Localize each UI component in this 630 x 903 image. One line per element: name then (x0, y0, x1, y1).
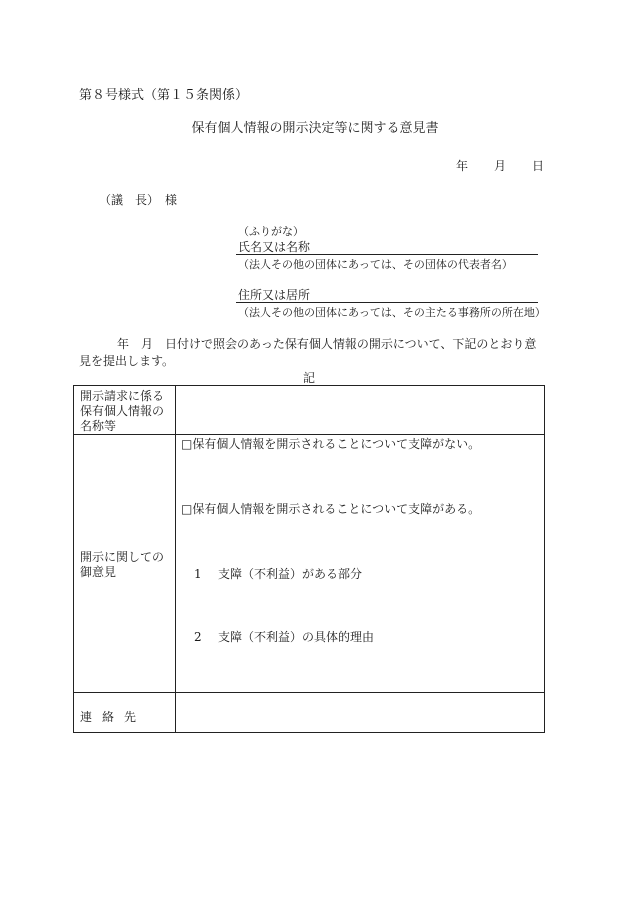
table-row-divider-1 (74, 434, 544, 435)
opinion-label-line: 御意見 (80, 565, 117, 579)
item-number: 2 (194, 630, 202, 644)
date-day: 日 (532, 159, 545, 173)
date-year: 年 (456, 159, 469, 173)
opinion-table (73, 385, 545, 733)
addressee: （議 長） 様 (99, 193, 178, 207)
opinion-label-line: 開示に関しての (80, 550, 165, 564)
item-text: 支障（不利益）がある部分 (218, 567, 363, 581)
date-month: 月 (494, 159, 507, 173)
table-row-divider-2 (74, 692, 544, 693)
form-number: 第８号様式（第１５条関係） (79, 88, 249, 103)
requested-info-label (80, 389, 164, 434)
address-field-underline[interactable] (236, 302, 538, 303)
item-affected-part (194, 567, 362, 582)
item-text: 支障（不利益）の具体的理由 (218, 630, 375, 644)
name-field-underline[interactable] (236, 254, 538, 255)
table-column-divider (175, 386, 176, 732)
document-title: 保有個人情報の開示決定等に関する意見書 (191, 121, 439, 136)
date-line (456, 159, 544, 174)
option-issue-checkbox[interactable]: □保有個人情報を開示されることについて支障がある。 (181, 502, 481, 516)
contact-label: 連絡先 (80, 710, 147, 724)
intro-text-line-1: 年 月 日付けで照会のあった保有個人情報の開示について、下記のとおり意 (117, 337, 537, 351)
item-number: 1 (194, 567, 202, 581)
item-specific-reason (194, 630, 374, 645)
name-label: 氏名又は名称 (238, 240, 311, 254)
ki-heading: 記 (303, 371, 316, 385)
requested-info-label-line: 保有個人情報の (80, 404, 165, 418)
furigana-label: （ふりがな） (238, 225, 304, 238)
name-note: （法人その他の団体にあっては、その団体の代表者名） (238, 258, 513, 271)
address-note: （法人その他の団体にあっては、その主たる事務所の所在地） (238, 306, 546, 319)
intro-text-line-2: 見を提出します。 (79, 354, 175, 368)
requested-info-label-line: 開示請求に係る (80, 389, 165, 403)
option-no-issue-checkbox[interactable]: □保有個人情報を開示されることについて支障がない。 (181, 437, 481, 451)
requested-info-label-line: 名称等 (80, 419, 117, 433)
address-label: 住所又は居所 (238, 288, 311, 302)
opinion-label (80, 550, 164, 580)
